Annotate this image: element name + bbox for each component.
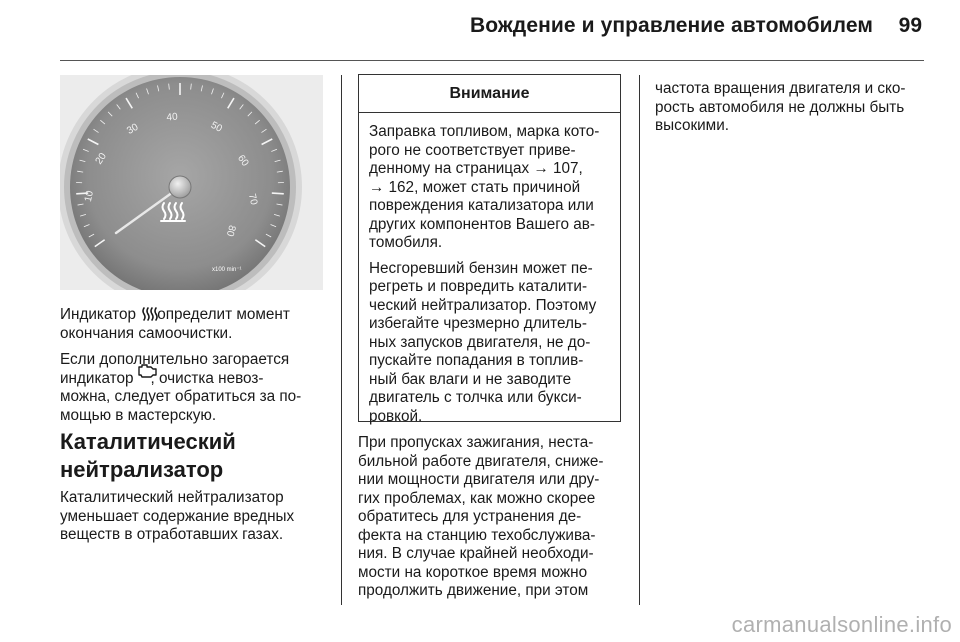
- line: При пропусках зажигания, неста-: [358, 434, 594, 451]
- line: индикатор , очистка невоз-: [60, 369, 264, 387]
- watermark: carmanualsonline.info: [731, 612, 952, 637]
- left-column-text: [60, 306, 338, 425]
- paragraph-malfunction-indicator: [60, 351, 338, 425]
- tachometer-illustration: [60, 75, 323, 290]
- line: ческий нейтрализатор. Поэтому: [369, 296, 597, 314]
- line: веществ в отработавших газах.: [60, 526, 284, 543]
- heading-line: нейтрализатор: [60, 457, 224, 482]
- line: томобиля.: [369, 234, 443, 251]
- gauge-tick-label-70: 70: [245, 192, 260, 206]
- line: гих проблемах, как можно скорее: [358, 489, 596, 507]
- line: фекта на станцию техобслужива-: [358, 526, 596, 544]
- line: мощью в мастерскую.: [60, 406, 217, 424]
- section-heading-catalytic-converter: [60, 428, 330, 484]
- line: других компонентов Вашего ав-: [369, 215, 595, 233]
- gauge-hub: [169, 176, 191, 198]
- notice-body: [359, 113, 620, 426]
- line: нии мощности двигателя или дру-: [358, 471, 600, 488]
- notice-paragraph-unburnt-fuel: [369, 260, 610, 427]
- line: высокими.: [655, 117, 729, 134]
- line: ния. В случае крайней необходи-: [358, 545, 594, 562]
- line: пускайте попадания в топлив-: [369, 352, 584, 369]
- paragraph-catalytic-purpose: [60, 489, 338, 545]
- page-title: Вождение и управление автомобилем: [470, 14, 873, 37]
- column-divider-left: [341, 75, 342, 605]
- line: обратитесь для устранения де-: [358, 508, 582, 525]
- notice-paragraph-fuel: [369, 123, 610, 253]
- line: ровкой.: [369, 407, 423, 425]
- catalyst-indicator-icon: [140, 306, 160, 324]
- line: можна, следует обратиться за по-: [60, 388, 302, 405]
- line: частота вращения двигателя и ско-: [655, 80, 906, 97]
- paragraph-self-cleaning: [60, 306, 338, 343]
- gauge-tick-label-10: 10: [82, 189, 97, 203]
- heading-line: Каталитический: [60, 429, 236, 454]
- line: денному на страницах → 107,: [369, 160, 583, 177]
- line: Несгоревший бензин может пе-: [369, 259, 593, 277]
- engine-check-icon: [136, 360, 160, 378]
- line: ный бак влаги и не заводите: [369, 370, 572, 388]
- page-number: 99: [898, 14, 922, 37]
- line: → 162, может стать причиной: [369, 178, 581, 196]
- warning-notice-box: [358, 74, 621, 425]
- line: двигатель с толчка или букси-: [369, 389, 582, 406]
- line: Если дополнительно загорается: [60, 351, 290, 368]
- line: окончания самоочистки.: [60, 324, 233, 342]
- line: Каталитический нейтрализатор: [60, 489, 284, 506]
- gauge-tick-label-40: 40: [166, 111, 179, 124]
- line: Индикатор определит момент: [60, 306, 290, 323]
- line: бильной работе двигателя, сниже-: [358, 452, 604, 470]
- gauge-tick-label-20: 20: [93, 151, 109, 167]
- line: ных запусков двигателя, не до-: [369, 333, 591, 351]
- gauge-major-tick: [272, 193, 284, 194]
- line: рость автомобиля не должны быть: [655, 98, 905, 116]
- paragraph-rpm-limit: [655, 80, 927, 136]
- column-divider-right: [639, 75, 640, 605]
- gauge-unit-label: x100 min⁻¹: [212, 267, 242, 273]
- gauge-tick-label-30: 30: [125, 121, 141, 137]
- line: повреждения катализатора или: [369, 197, 594, 214]
- line: Заправка топливом, марка кото-: [369, 123, 600, 140]
- gauge-tick-label-50: 50: [208, 119, 224, 135]
- line: мости на короткое время можно: [358, 563, 588, 581]
- paragraph-misfire: [358, 434, 636, 601]
- line: уменьшает содержание вредных: [60, 507, 295, 525]
- line: регреть и повредить каталити-: [369, 278, 588, 295]
- gauge-tick-label-80: 80: [223, 223, 238, 238]
- line: рого не соответствует приве-: [369, 141, 576, 159]
- line: продолжить движение, при этом: [358, 582, 589, 599]
- line: избегайте чрезмерно длитель-: [369, 315, 587, 332]
- gauge-tick-label-60: 60: [235, 153, 251, 169]
- header-rule: [60, 60, 924, 61]
- notice-title: Внимание: [359, 75, 620, 113]
